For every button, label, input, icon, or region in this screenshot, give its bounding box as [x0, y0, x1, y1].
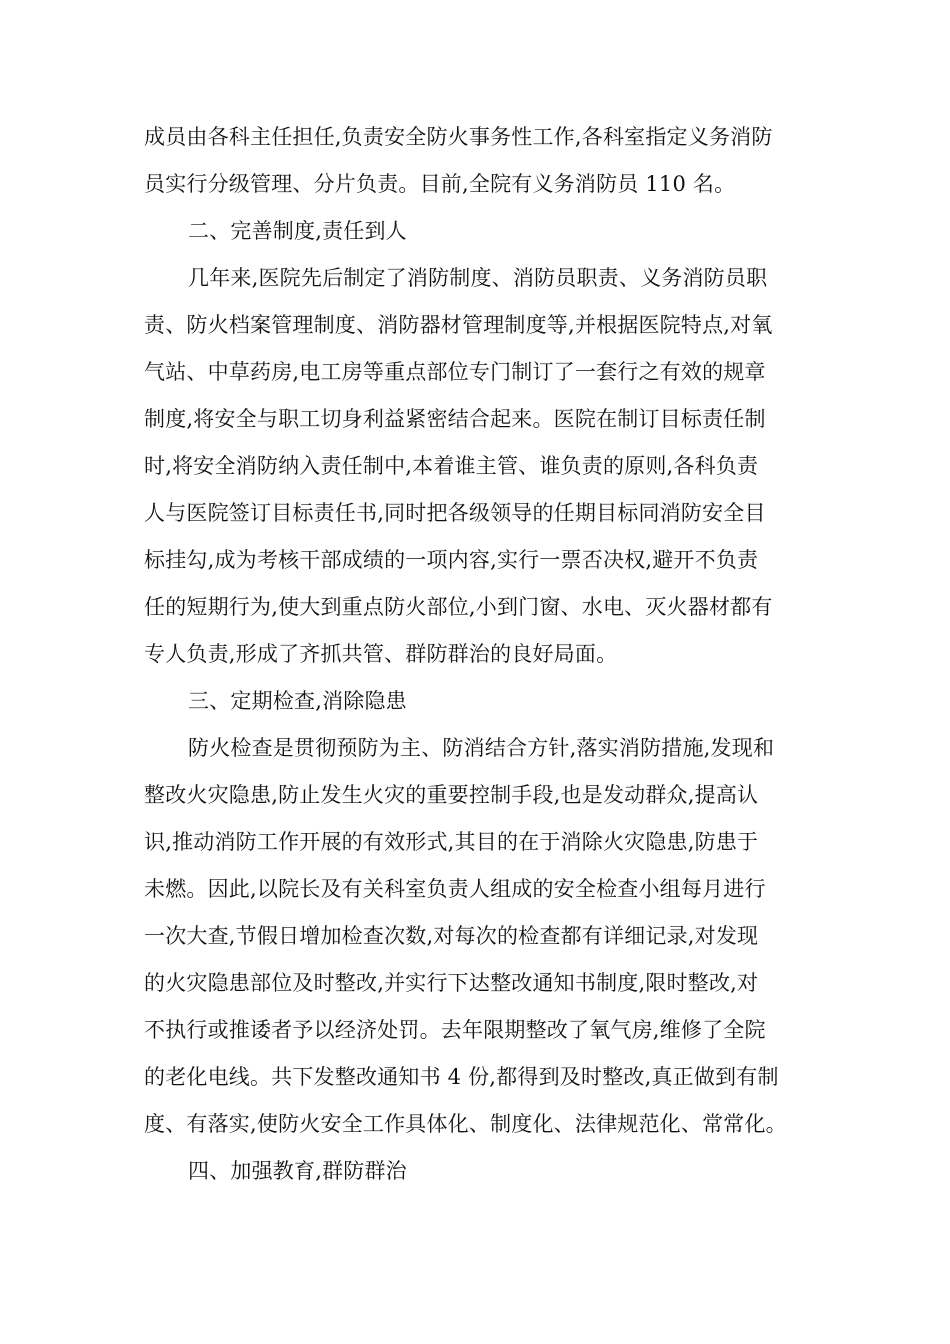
- text-line: 三、定期检查,消除隐患: [188, 689, 407, 713]
- text-line: 人与医院签订目标责任书,同时把各级领导的任期目标同消防安全目: [144, 501, 766, 525]
- text-line: 二、完善制度,责任到人: [188, 219, 407, 243]
- text-line: 成员由各科主任担任,负责安全防火事务性工作,各科室指定义务消防: [144, 125, 773, 149]
- text-line: 未燃。因此,以院长及有关科室负责人组成的安全检查小组每月进行: [144, 877, 766, 901]
- text-line: 四、加强教育,群防群治: [188, 1159, 407, 1183]
- text-line: 一次大查,节假日增加检查次数,对每次的检查都有详细记录,对发现: [144, 924, 759, 948]
- text-line: 的火灾隐患部位及时整改,并实行下达整改通知书制度,限时整改,对: [144, 971, 759, 995]
- text-line: 时,将安全消防纳入责任制中,本着谁主管、谁负责的原则,各科负责: [144, 454, 759, 478]
- text-line: 几年来,医院先后制定了消防制度、消防员职责、义务消防员职: [188, 266, 768, 290]
- text-line: 制度,将安全与职工切身利益紧密结合起来。医院在制订目标责任制: [144, 407, 766, 431]
- text-line: 度、有落实,使防火安全工作具体化、制度化、法律规范化、常常化。: [144, 1112, 787, 1136]
- text-line: 气站、中草药房,电工房等重点部位专门制订了一套行之有效的规章: [144, 360, 766, 384]
- text-line: 员实行分级管理、分片负责。目前,全院有义务消防员 110 名。: [144, 172, 736, 196]
- text-line: 标挂勾,成为考核干部成绩的一项内容,实行一票否决权,避开不负责: [144, 548, 759, 572]
- text-line: 整改火灾隐患,防止发生火灾的重要控制手段,也是发动群众,提高认: [144, 783, 759, 807]
- text-line: 的老化电线。共下发整改通知书 4 份,都得到及时整改,真正做到有制: [144, 1065, 779, 1089]
- document-body: [144, 114, 808, 1195]
- text-line: 专人负责,形成了齐抓共管、群防群治的良好局面。: [144, 642, 618, 666]
- text-line: 防火检查是贯彻预防为主、防消结合方针,落实消防措施,发现和: [188, 736, 775, 760]
- text-line: 不执行或推诿者予以经济处罚。去年限期整改了氧气房,维修了全院: [144, 1018, 766, 1042]
- text-line: 识,推动消防工作开展的有效形式,其目的在于消除火灾隐患,防患于: [144, 830, 759, 854]
- text-line: 任的短期行为,使大到重点防火部位,小到门窗、水电、灭火器材都有: [144, 595, 773, 619]
- text-line: 责、防火档案管理制度、消防器材管理制度等,并根据医院特点,对氧: [144, 313, 773, 337]
